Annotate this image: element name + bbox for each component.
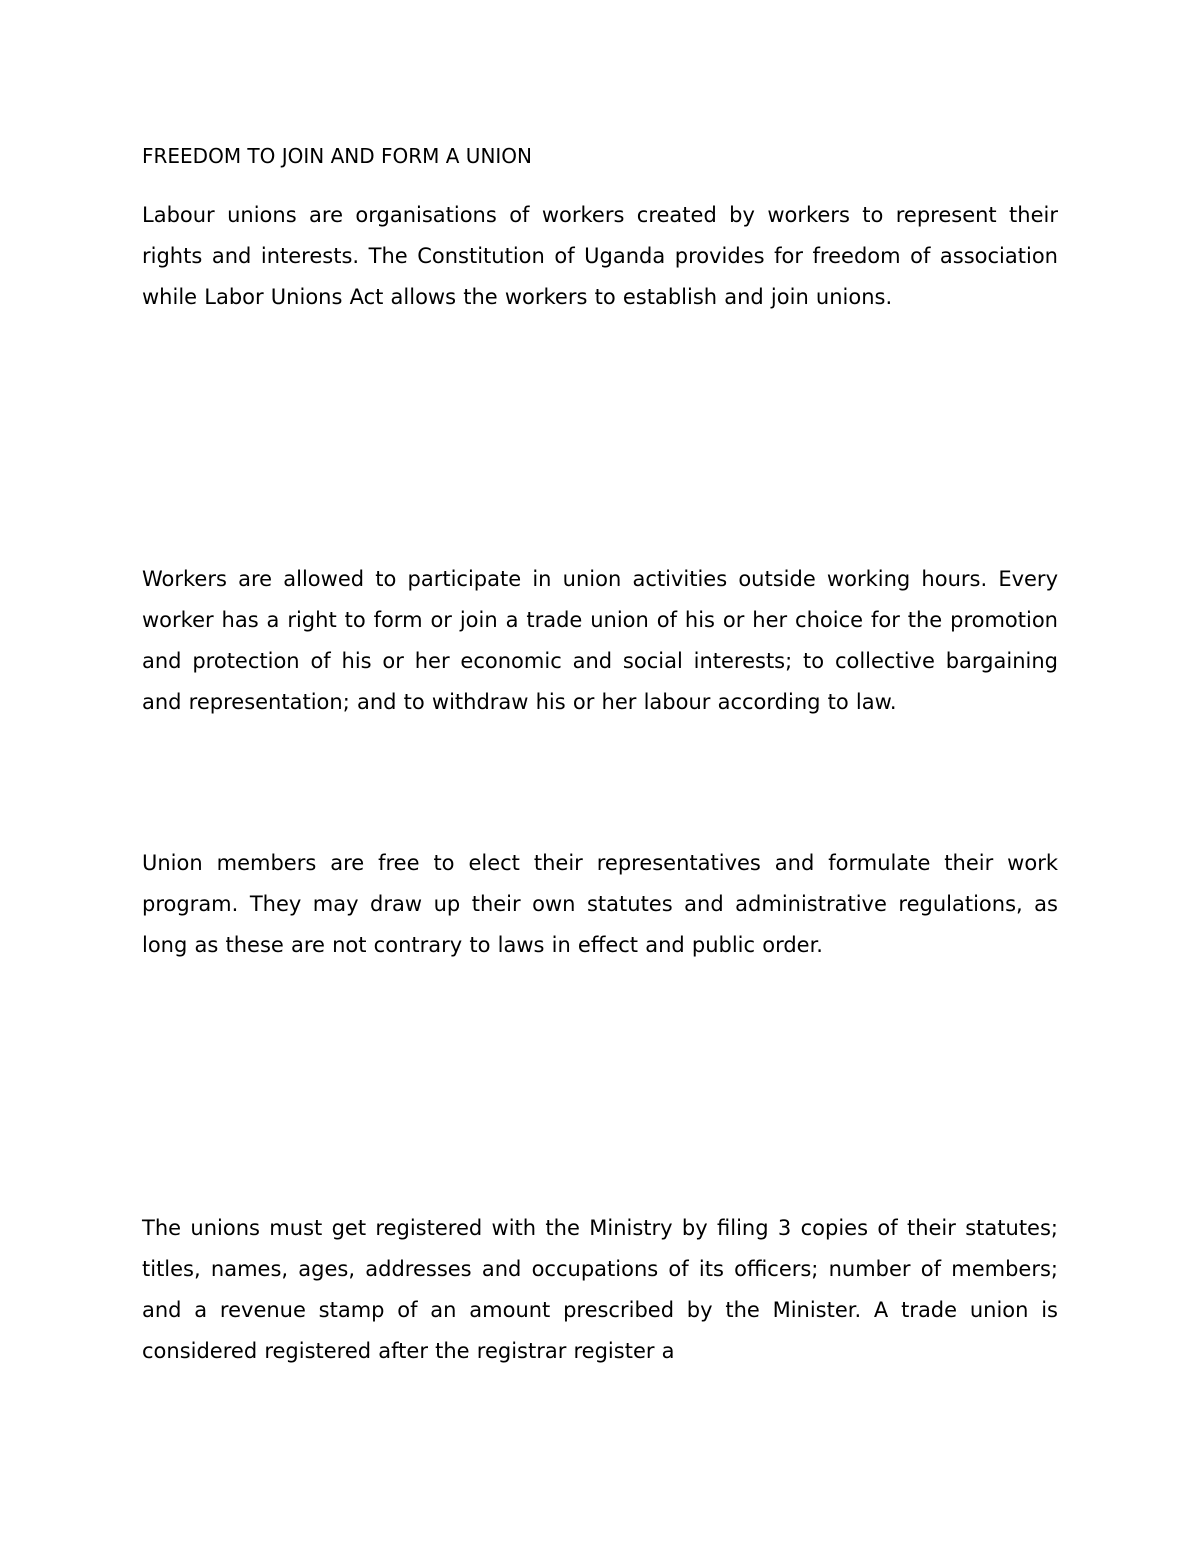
- document-title: FREEDOM TO JOIN AND FORM A UNION: [142, 144, 532, 168]
- paragraph-union-members: Union members are free to elect their representatives and formulate their work program. They may draw up their own statutes and administrative regulations, as long as these are not contrary to laws in effect and public order.: [142, 851, 1058, 957]
- paragraph-worker-rights: Workers are allowed to participate in union activities outside working hours. Every worker has a right to form or join a trade union of his or her choice for the promotion and protection of his or her economic and social interests; to collective bargaining and representation; and to withdraw his or her labour according to law.: [142, 567, 1058, 714]
- paragraph-union-registration: The unions must get registered with the Ministry by filing 3 copies of their statutes; titles, names, ages, addresses and occupations of its officers; number of members; and a revenue stamp of an amount prescribed by the Minister. A trade union is considered registered after the registrar register a: [142, 1216, 1058, 1363]
- paragraph-freedom-of-association: Labour unions are organisations of workers created by workers to represent their rights and interests. The Constitution of Uganda provides for freedom of association while Labor Unions Act allows the workers to establish and join unions.: [142, 203, 1058, 309]
